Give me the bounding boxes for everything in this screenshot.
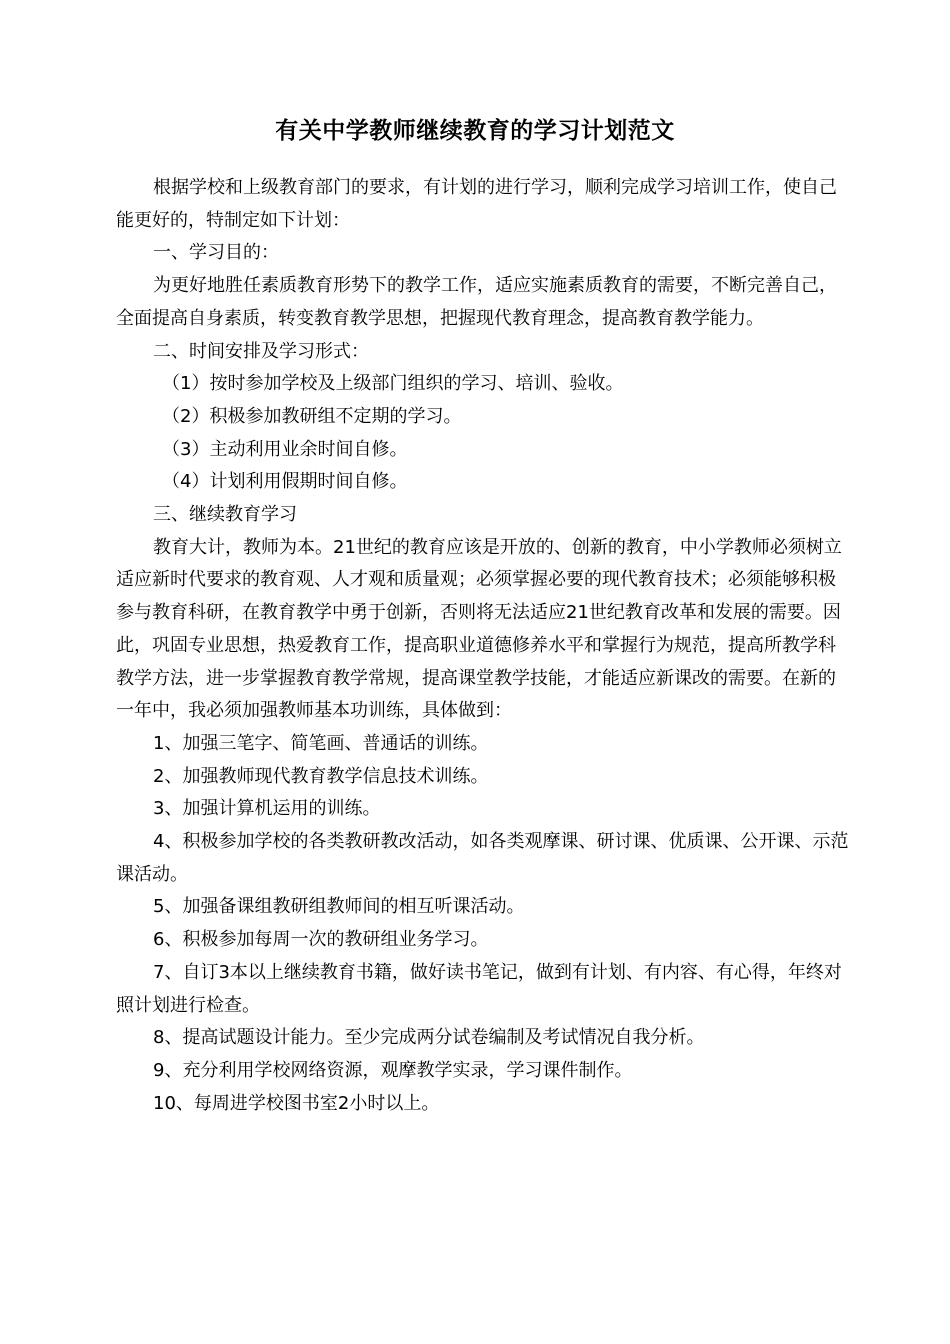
plan-item: 1、加强三笔字、简笔画、普通话的训练。 bbox=[153, 732, 489, 754]
document-body bbox=[116, 172, 851, 1120]
schedule-item: （2）积极参加教研组不定期的学习。 bbox=[162, 405, 462, 427]
document-title: 有关中学教师继续教育的学习计划范文 bbox=[275, 118, 675, 144]
plan-item: 9、充分利用学校网络资源，观摩教学实录，学习课件制作。 bbox=[153, 1059, 633, 1081]
plan-item: 6、积极参加每周一次的教研组业务学习。 bbox=[153, 929, 489, 951]
plan-item: 4、积极参加学校的各类教研教改活动，如各类观摩课、研讨课、优质课、公开课、示范课活动。 bbox=[116, 831, 849, 885]
schedule-item: （4）计划利用假期时间自修。 bbox=[162, 471, 408, 493]
schedule-item: （3）主动利用业余时间自修。 bbox=[162, 438, 408, 460]
plan-item: 7、自订3本以上继续教育书籍，做好读书笔记，做到有计划、有内容、有心得，年终对照计划进行检查。 bbox=[116, 961, 842, 1016]
paragraph-goals: 为更好地胜任素质教育形势下的教学工作，适应实施素质教育的需要，不断完善自己，全面提高自身素质，转变教育教学思想，把握现代教育理念，提高教育教学能力。 bbox=[116, 275, 837, 329]
schedule-item: （1）按时参加学校及上级部门组织的学习、培训、验收。 bbox=[162, 373, 624, 395]
plan-item: 8、提高试题设计能力。至少完成两分试卷编制及考试情况自我分析。 bbox=[153, 1027, 705, 1049]
section-heading-continuing-education: 三、继续教育学习 bbox=[153, 504, 297, 526]
paragraph-continuing-education: 教育大计，教师为本。21世纪的教育应该是开放的、创新的教育，中小学教师必须树立适应新时代要求的教育观、人才观和质量观；必须掌握必要的现代教育技术；必须能够积极参与教育科研，在教育教学中勇于创新，否则将无法适应21世纪教育改革和发展的需要。因此，巩固专业思想，热爱教育工作，提高职业道德修养水平和掌握行为规范，提高所教学科教学方法，进一步掌握教育教学常规，提高课堂教学技能，才能适应新课改的需要。在新的一年中，我必须加强教师基本功训练，具体做到： bbox=[116, 536, 842, 722]
plan-item: 2、加强教师现代教育教学信息技术训练。 bbox=[153, 765, 489, 787]
plan-item: 3、加强计算机运用的训练。 bbox=[153, 798, 381, 820]
section-heading-schedule: 二、时间安排及学习形式： bbox=[153, 340, 369, 362]
paragraph-intro: 根据学校和上级教育部门的要求，有计划的进行学习，顺利完成学习培训工作，使自己能更好的，特制定如下计划： bbox=[116, 177, 837, 231]
section-heading-goals: 一、学习目的： bbox=[153, 242, 279, 264]
plan-item: 5、加强备课组教研组教师间的相互听课活动。 bbox=[153, 896, 525, 918]
plan-item: 10、每周进学校图书室2小时以上。 bbox=[153, 1092, 440, 1114]
